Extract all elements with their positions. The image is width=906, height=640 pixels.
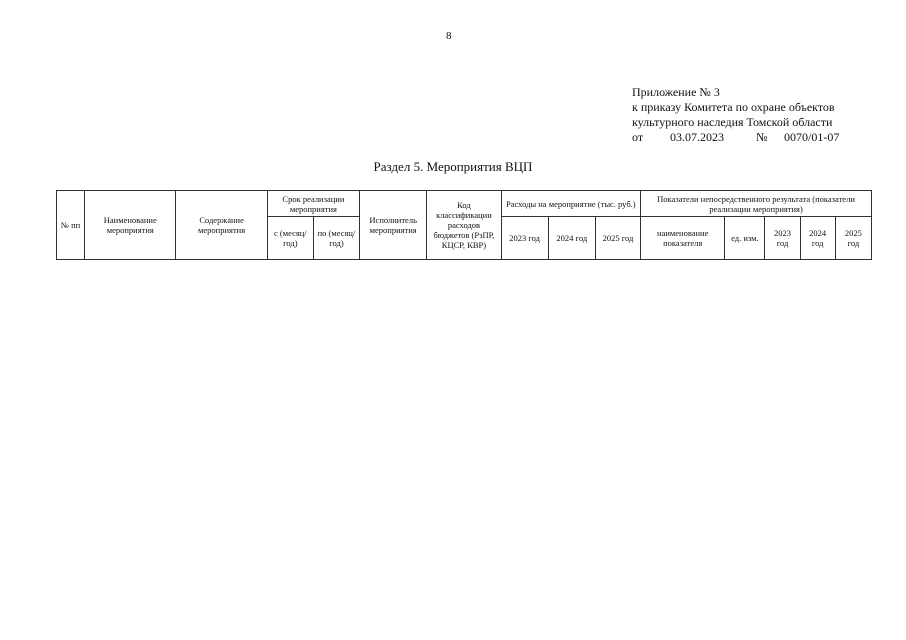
header-exp-2025: 2025 год [595,217,640,260]
header-content: Содержание мероприятия [176,191,267,260]
header-executor: Исполнитель мероприятия [360,191,427,260]
header-code: Код классификации расходов бюджетов (РзПР, КЦСР, КВР) [427,191,501,260]
header-indicators: Показатели непосредственного результата (показатели реализации мероприятия) [641,191,872,217]
header-period: Срок реализации мероприятия [267,191,359,217]
header-to: по (месяц/ год) [313,217,359,260]
header-unit: ед. изм. [725,217,765,260]
header-from: с (месяц/ год) [267,217,313,260]
section-title: Раздел 5. Мероприятия ВЦП [373,159,533,174]
order-date: 03.07.2023 [670,130,724,144]
number-label: № [756,130,768,144]
order-line [632,130,839,145]
appendix-line-1: Приложение № 3 [632,85,720,99]
header-ind-2024: 2024 год [800,217,835,260]
header-row-1 [57,191,872,217]
activities-table [56,190,872,260]
appendix-block [632,85,839,145]
header-ind-2025: 2025 год [835,217,871,260]
appendix-line-3: культурного наследия Томской области [632,115,833,129]
page-number: 8 [446,30,452,42]
date-label: от [632,130,644,144]
header-exp-2023: 2023 год [501,217,548,260]
header-ind-name: наименование показателя [641,217,725,260]
header-name: Наименование мероприятия [85,191,176,260]
header-expenses: Расходы на мероприятие (тыс. руб.) [501,191,640,217]
order-number: 0070/01-07 [784,130,840,144]
header-ind-2023: 2023 год [765,217,800,260]
appendix-line-2: к приказу Комитета по охране объектов [632,100,835,114]
header-exp-2024: 2024 год [548,217,595,260]
header-num: № пп [57,191,85,260]
